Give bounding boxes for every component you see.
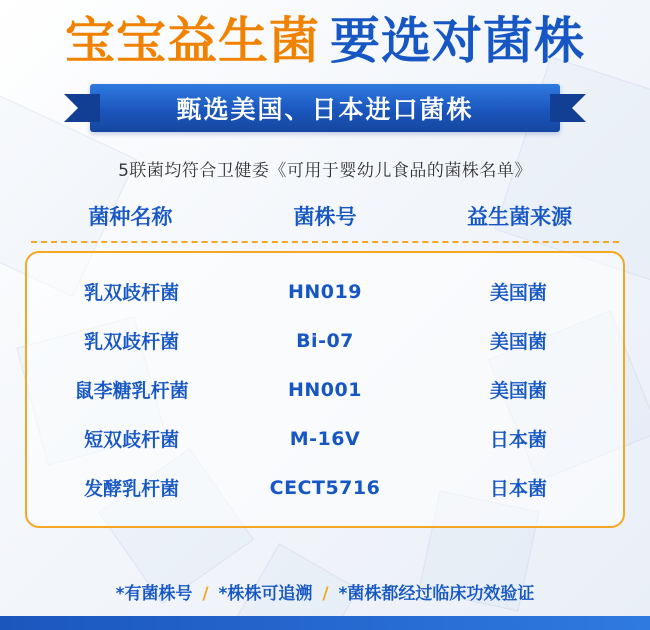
footer-item-2: *株株可追溯 [218, 584, 313, 604]
column-header-strain: 菌株号 [293, 205, 357, 229]
ribbon-body [90, 84, 560, 132]
cell-origin: 美国菌 [489, 282, 547, 304]
cell-strain: HN019 [288, 280, 362, 303]
cell-name: 乳双歧杆菌 [84, 282, 180, 304]
page-title [0, 0, 650, 70]
strain-table [25, 195, 625, 528]
header-divider [31, 241, 619, 243]
ribbon-banner [0, 84, 650, 136]
footer-separator-2: / [322, 584, 329, 604]
cell-origin: 美国菌 [489, 380, 547, 402]
table-row [35, 365, 615, 414]
cell-origin: 日本菌 [489, 478, 547, 500]
cell-strain: CECT5716 [269, 476, 381, 499]
footer-separator-1: / [202, 584, 209, 604]
cell-name: 短双歧杆菌 [84, 429, 180, 451]
column-header-origin: 益生菌来源 [467, 205, 573, 229]
footer-item-3: *菌株都经过临床功效验证 [338, 584, 535, 604]
cell-origin: 日本菌 [489, 429, 547, 451]
cell-name: 乳双歧杆菌 [84, 331, 180, 353]
cell-strain: HN001 [288, 378, 362, 401]
footer-item-1: *有菌株号 [115, 584, 193, 604]
subtitle: 5联菌均符合卫健委《可用于婴幼儿食品的菌株名单》 [118, 161, 532, 181]
table-row [35, 316, 615, 365]
table-row [35, 463, 615, 512]
title-part-orange: 宝宝益生菌 [65, 12, 320, 70]
table-body [25, 251, 625, 528]
table-header-row [25, 195, 625, 241]
ribbon-text: 甄选美国、日本进口菌株 [176, 95, 474, 124]
column-header-name: 菌种名称 [88, 205, 173, 229]
cell-name: 发酵乳杆菌 [84, 478, 180, 500]
table-row [35, 267, 615, 316]
cell-strain: Bi-07 [296, 329, 354, 352]
cell-strain: M-16V [289, 427, 361, 450]
bottom-bar [0, 616, 650, 630]
cell-name: 鼠李糖乳杆菌 [74, 380, 189, 402]
footer-note [0, 579, 650, 604]
table-row [35, 414, 615, 463]
title-part-blue: 要选对菌株 [330, 12, 585, 70]
cell-origin: 美国菌 [489, 331, 547, 353]
